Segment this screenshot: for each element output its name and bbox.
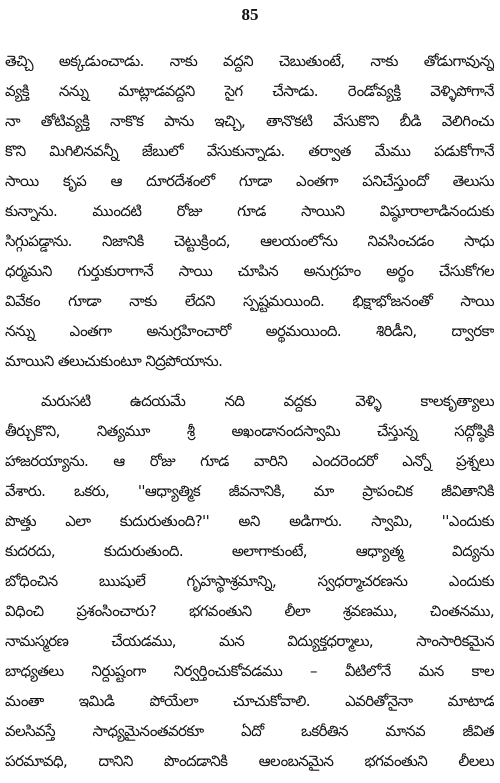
text-line: తెచ్చి అక్కడుంచాడు. నాకు వద్దని చెబుతుంటే, నాకు తోడుగావున్న	[5, 52, 494, 70]
text-line: పొత్తు ఎలా కుదురుతుంది?'' అని అడిగారు. స్వామి, ''ఎందుకు	[5, 512, 494, 530]
text-line: మంతా ఇమిడి పోయేలా చూచుకోవాలి. ఎవరితోనైనా మాటాడ	[5, 692, 494, 710]
paragraph-1	[5, 46, 494, 376]
text-line: బాధ్యతలు నిర్దుష్టంగా నిర్వర్తించుకోవడము – వీటిలోనే మన కాల	[5, 662, 494, 680]
text-line: సిగ్గుపడ్డాను. నిజానికి చెట్టుక్రింద, ఆలయంలోను నివసించడం సాధు	[5, 232, 494, 250]
text-line: వ్యక్తి నన్ను మాట్లాడవద్దని సైగ చేసాడు. రెండోవ్యక్తి వెళ్ళిపోగానే	[5, 82, 494, 100]
text-line: వేశారు. ఒకరు, ''ఆధ్యాత్మిక జీవనానికి, మా ప్రాపంచిక జీవితానికి	[5, 482, 494, 500]
text-line: బోధించిన ఋషులే గృహస్థాశ్రమాన్ని, స్వధర్మాచరణను ఎందుకు	[5, 572, 494, 590]
text-line: నామస్మరణ చేయడము, మన విద్యుక్తధర్మాలు, సాంసారికమైన	[5, 632, 494, 650]
text-line: తీర్చుకొని, నిత్యమూ శ్రీ అఖండానందస్వామి చేస్తున్న సద్గోష్ఠికి	[5, 422, 494, 440]
paragraph-2	[5, 386, 494, 776]
text-line: వలసివస్తే సాధ్యమైనంతవరకూ ఏదో ఒకరీతిన మానవ జీవిత	[5, 722, 494, 740]
text-line: సాయి కృప ఆ దూరదేశంలో గూడా ఎంతగా పనిచేస్తుందో తెలుసు	[5, 172, 494, 190]
text-line: మాయిని తలుచుకుంటూ నిద్రపోయాను.	[5, 352, 223, 370]
text-line: మరుసటి ఉదయమే నది వద్దకు వెళ్ళి కాలకృత్యాలు	[41, 392, 494, 410]
text-line: కున్నాను. ముందటి రోజు గూడ సాయిని విష్ఠూరాలాడినందుకు	[5, 202, 494, 220]
text-line: విధించి ప్రశంసించారు? భగవంతుని లీలా శ్రవణము, చింతనము,	[5, 602, 494, 620]
page-number: 85	[241, 5, 259, 24]
text-line: ధర్మమని గుర్తుకురాగానే సాయి చూపిన అనుగ్రహం అర్థం చేసుకోగల	[5, 262, 494, 280]
text-line: నన్ను ఎంతగా అనుగ్రహించారో అర్థమయింది. శిరిడీని, ద్వారకా	[5, 322, 494, 340]
text-line: కుదరదు, కుదురుతుంది. అలాగాకుంటే, ఆధ్యాత్మ విద్యను	[5, 542, 494, 560]
text-line: పరమావధి, దానిని పొందడానికి ఆలంబనమైన భగవంతుని లీలలు	[5, 752, 494, 770]
text-line: కొని మిగిలినవన్నీ జేబులో వేసుకున్నాడు. తర్వాత మేము పడుకోగానే	[5, 142, 494, 160]
text-line: నా తోటివ్యక్తి నాకొక పాను ఇచ్చి, తానొకటి వేసుకొని బీడి వెలిగించు	[5, 112, 494, 130]
text-line: వివేకం గూడా నాకు లేదని స్పష్టమయింది. భిక్షాభోజనంతో సాయి	[5, 292, 494, 310]
text-line: హాజరయ్యాను. ఆ రోజు గూడ వారిని ఎందరెందరో ఎన్నో ప్రశ్నలు	[5, 452, 494, 470]
